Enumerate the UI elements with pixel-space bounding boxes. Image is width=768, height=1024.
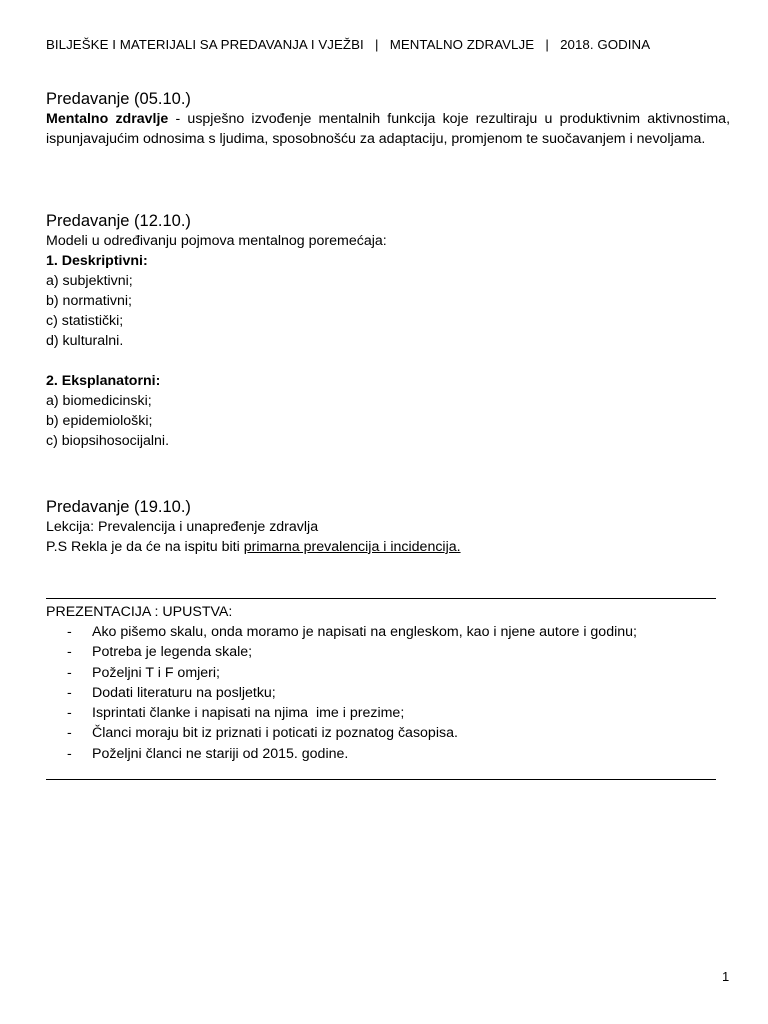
lesson-line: Lekcija: Prevalencija i unapređenje zdravlja: [46, 519, 319, 535]
page-header: BILJEŠKE I MATERIJALI SA PREDAVANJA I VJEŽBI | MENTALNO ZDRAVLJE | 2018. GODINA: [46, 37, 651, 52]
list-item: c) biopsihosocijalni.: [46, 433, 170, 449]
lecture-title: Predavanje (05.10.): [46, 90, 191, 108]
exam-note: [46, 537, 730, 557]
definition-text: - uspješno izvođenje mentalnih funkcija koje rezultiraju u produktivnim aktivnostima, ispunjavajućim odnosima s ljudima, sposobnošću za adaptaciju, promjenom te suočavanjem i nevoljama.: [46, 111, 731, 147]
list-item: a) biomedicinski;: [46, 393, 152, 409]
group-title-explanatory: 2. Eksplanatorni:: [46, 373, 161, 389]
list-item: [46, 723, 730, 743]
list-item: a) subjektivni;: [46, 273, 133, 289]
models-intro: Modeli u određivanju pojmova mentalnog poremećaja:: [46, 233, 387, 249]
bullet-dash: -: [67, 725, 72, 742]
horizontal-rule: [46, 598, 716, 599]
list-item: d) kulturalni.: [46, 333, 124, 349]
lecture-title: Predavanje (12.10.): [46, 212, 191, 230]
bullet-dash: -: [67, 624, 72, 640]
instruction-text: Potreba je legenda skale;: [92, 644, 253, 661]
instruction-text: Poželjni T i F omjeri;: [92, 664, 220, 681]
instructions-list: [46, 622, 730, 764]
exam-note-underlined: primarna prevalencija i incidencija.: [243, 539, 461, 555]
bullet-dash: -: [67, 664, 72, 681]
lecture-section-2: [46, 211, 730, 451]
instruction-text: Članci moraju bit iz priznati i poticati iz poznatog časopisa.: [92, 725, 458, 742]
list-item: [46, 663, 730, 683]
list-item: [46, 703, 730, 723]
exam-note-prefix: P.S Rekla je da će na ispitu biti: [46, 539, 244, 555]
list-item: b) normativni;: [46, 293, 132, 309]
presentation-instructions: [46, 602, 730, 764]
list-item: b) epidemiološki;: [46, 413, 153, 429]
definition-paragraph: [46, 109, 730, 149]
lecture-section-1: [46, 89, 730, 149]
instruction-text: Isprintati članke i napisati na njima ime i prezime;: [92, 705, 405, 722]
list-item: [46, 683, 730, 703]
list-item: c) statistički;: [46, 313, 124, 329]
instruction-text: Poželjni članci ne stariji od 2015. godine.: [92, 745, 349, 762]
list-item: [46, 622, 730, 642]
page-number: 1: [722, 969, 730, 984]
list-item: [46, 744, 730, 764]
bullet-dash: -: [67, 644, 72, 661]
instructions-title: PREZENTACIJA : UPUSTVA:: [46, 604, 233, 620]
instruction-text: Dodati literaturu na posljetku;: [92, 684, 276, 701]
lecture-title: Predavanje (19.10.): [46, 498, 191, 516]
defined-term: Mentalno zdravlje: [46, 111, 169, 127]
bullet-dash: -: [67, 745, 72, 762]
horizontal-rule: [46, 779, 716, 780]
group-title-descriptive: 1. Deskriptivni:: [46, 253, 148, 269]
instruction-text: Ako pišemo skalu, onda moramo je napisati na engleskom, kao i njene autore i godinu;: [92, 624, 637, 640]
bullet-dash: -: [67, 684, 72, 701]
list-item: [46, 642, 730, 662]
bullet-dash: -: [67, 705, 72, 722]
lecture-section-3: [46, 497, 730, 557]
